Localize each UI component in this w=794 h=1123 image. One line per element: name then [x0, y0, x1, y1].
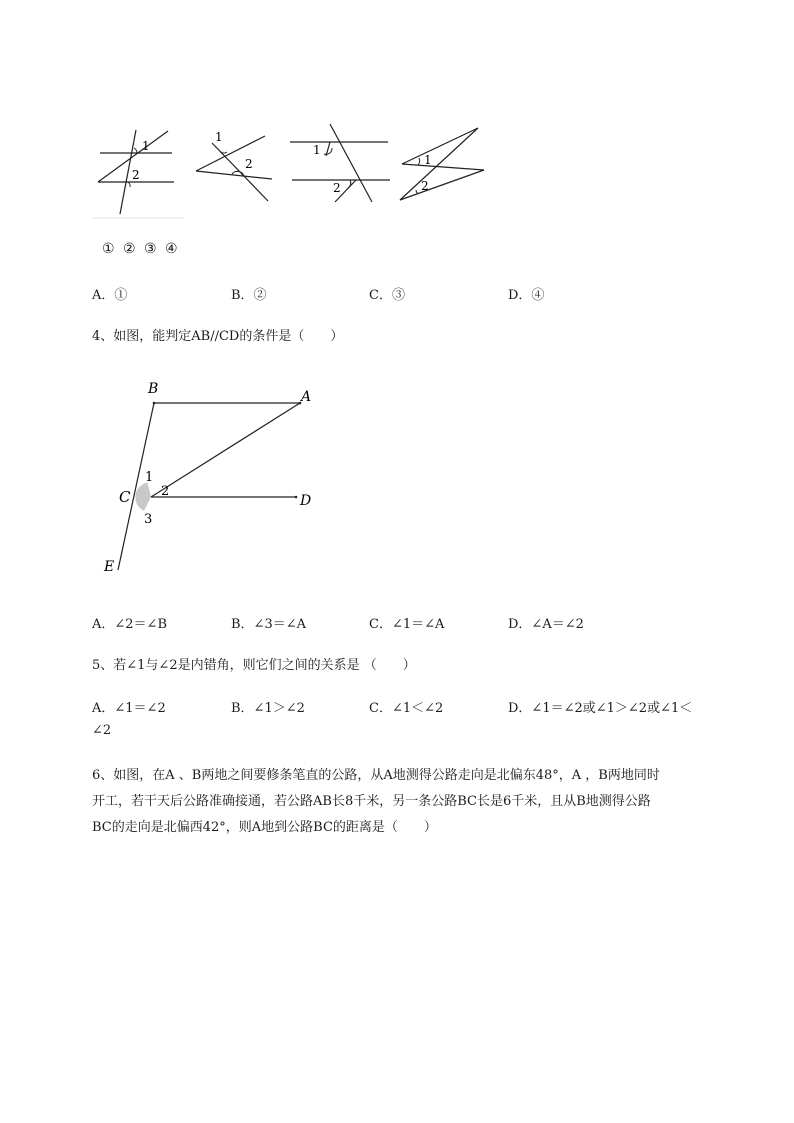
q6-line-2: 开工，若干天后公路准确接通，若公路AB长8千米，另一条公路BC长是6千米，且从B地测得公路 [92, 794, 651, 809]
q4-label-a: A [301, 389, 312, 405]
q3-option-b[interactable]: B．② [231, 288, 267, 303]
q3-f3-label-1: 1 [313, 143, 321, 157]
q4-option-b[interactable]: B．∠3＝∠A [231, 617, 306, 632]
q4-label-c: C [119, 488, 131, 506]
q5-option-d[interactable]: D．∠1＝∠2或∠1＞∠2或∠1＜ [508, 701, 693, 716]
q4-label-e: E [104, 559, 115, 575]
q3-f2-label-1: 1 [215, 130, 223, 144]
q3-figure-4 [396, 124, 488, 204]
q3-option-d[interactable]: D．④ [508, 288, 545, 303]
q3-figure-2 [188, 124, 278, 208]
q3-figure-3 [286, 118, 392, 206]
q6-stem [92, 763, 737, 841]
q3-f1-label-2: 2 [132, 168, 140, 182]
q3-figure-captions: ① ② ③ ④ [102, 241, 180, 257]
q4-angle-3: 3 [144, 512, 153, 527]
q4-label-b: B [148, 381, 159, 397]
q3-f3-label-2: 2 [333, 181, 341, 195]
q4-angle-1: 1 [145, 470, 154, 485]
q5-option-d-wrap: ∠2 [92, 723, 112, 738]
q4-option-c[interactable]: C．∠1＝∠A [369, 617, 445, 632]
q6-line-3: BC的走向是北偏西42°，则A地到公路BC的距离是（ ） [92, 820, 437, 835]
q5-option-a[interactable]: A．∠1＝∠2 [92, 701, 166, 716]
q3-f1-label-1: 1 [142, 139, 150, 153]
q3-f4-label-2: 2 [421, 179, 429, 193]
q3-figure-1 [90, 124, 186, 220]
q3-option-a[interactable]: A．① [92, 288, 128, 303]
q3-f2-label-2: 2 [245, 157, 253, 171]
q5-option-b[interactable]: B．∠1＞∠2 [231, 701, 305, 716]
q5-stem: 5、若∠1与∠2是内错角，则它们之间的关系是 （ ） [92, 658, 416, 673]
q4-figure [96, 375, 326, 580]
q6-line-1: 6、如图，在A 、B两地之间要修条笔直的公路，从A地测得公路走向是北偏东48°，A ，B两地同时 [92, 768, 660, 783]
q4-label-d: D [300, 493, 312, 509]
q4-angle-2: 2 [161, 484, 170, 499]
q4-option-a[interactable]: A．∠2＝∠B [92, 617, 167, 632]
q4-option-d[interactable]: D．∠A＝∠2 [508, 617, 584, 632]
q4-stem: 4、如图，能判定AB//CD的条件是（ ） [92, 329, 344, 344]
q3-f4-label-1: 1 [424, 153, 432, 167]
q5-option-c[interactable]: C．∠1＜∠2 [369, 701, 444, 716]
q3-option-c[interactable]: C．③ [369, 288, 405, 303]
